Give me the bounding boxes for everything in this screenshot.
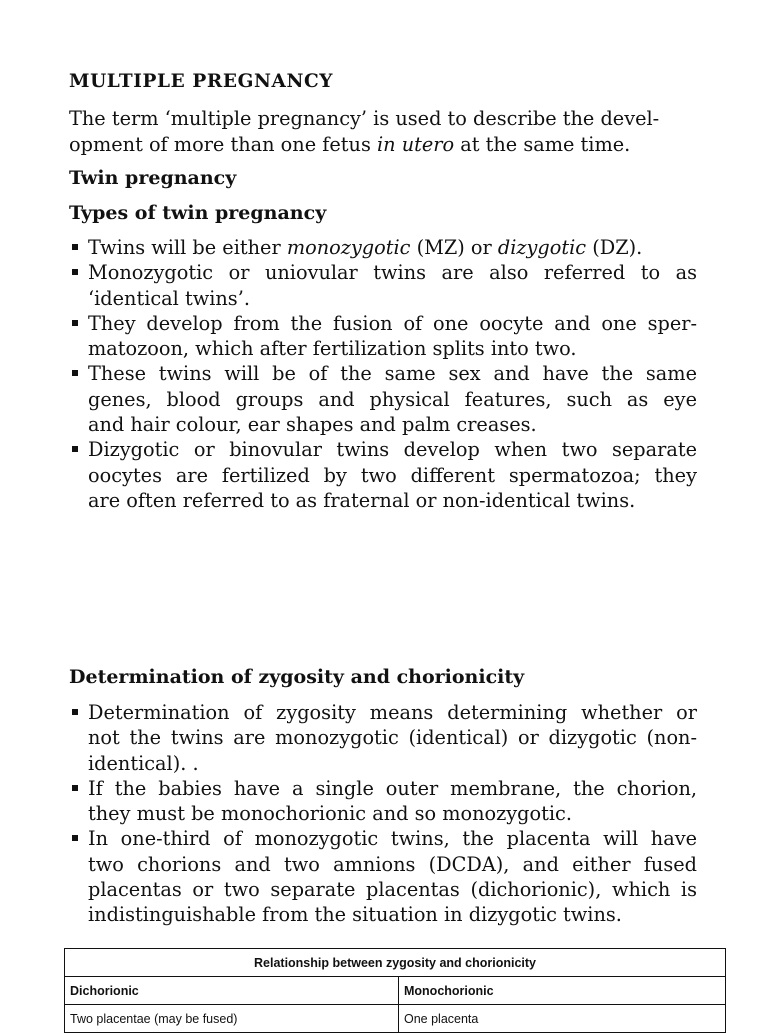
intro-paragraph	[69, 106, 697, 157]
twin-pregnancy-heading: Twin pregnancy	[69, 167, 237, 189]
list-item: In one-third of monozygotic twins, the placenta will have two chorions and two amnions (DCDA), and either fused placentas or two separate placentas (dichorionic), which is indistinguishable from the situation in dizygotic twins.	[69, 826, 697, 927]
column-header-monochorionic: Monochorionic	[399, 977, 726, 1005]
in-utero-italic: in utero	[376, 132, 455, 156]
bullet-icon	[72, 269, 78, 275]
list-item: They develop from the fusion of one oocyte and one sper- matozoon, which after fertilization splits into two.	[69, 311, 697, 362]
bullet-icon	[72, 835, 78, 841]
zygosity-heading: Determination of zygosity and chorionicity	[69, 666, 525, 688]
list-item: If the babies have a single outer membrane, the chorion, they must be monochorionic and so monozygotic.	[69, 776, 697, 827]
table-row	[65, 1005, 726, 1033]
intro-line-1: The term ‘multiple pregnancy’ is used to describe the devel-	[69, 107, 660, 130]
page-title: MULTIPLE PREGNANCY	[69, 71, 334, 92]
list-item: Dizygotic or binovular twins develop when two separate oocytes are fertilized by two different spermatozoa; they are often referred to as fraternal or non-identical twins.	[69, 437, 697, 513]
table-title: Relationship between zygosity and chorionicity	[65, 949, 726, 977]
list-item: Twins will be either monozygotic (MZ) or dizygotic (DZ).	[69, 235, 697, 260]
bullet-icon	[72, 785, 78, 791]
table-cell: One placenta	[399, 1005, 726, 1033]
bullet-icon	[72, 244, 78, 250]
bullet-icon	[72, 320, 78, 326]
types-heading: Types of twin pregnancy	[69, 202, 327, 224]
table-cell: Two placentae (may be fused)	[65, 1005, 399, 1033]
list-item: Monozygotic or uniovular twins are also referred to as ‘identical twins’.	[69, 260, 697, 311]
column-header-dichorionic: Dichorionic	[65, 977, 399, 1005]
table-header-row	[65, 977, 726, 1005]
list-item: Determination of zygosity means determining whether or not the twins are monozygotic (identical) or dizygotic (non- identical). .	[69, 700, 697, 776]
types-bullet-list	[69, 235, 697, 513]
bullet-icon	[72, 370, 78, 376]
zygosity-bullet-list	[69, 700, 697, 928]
table-title-row	[65, 949, 726, 977]
bullet-icon	[72, 709, 78, 715]
intro-line-2: opment of more than one fetus in utero at the same time.	[69, 132, 631, 156]
zygosity-chorionicity-table	[64, 948, 726, 1033]
bullet-icon	[72, 446, 78, 452]
list-item: These twins will be of the same sex and have the same genes, blood groups and physical features, such as eye and hair colour, ear shapes and palm creases.	[69, 361, 697, 437]
